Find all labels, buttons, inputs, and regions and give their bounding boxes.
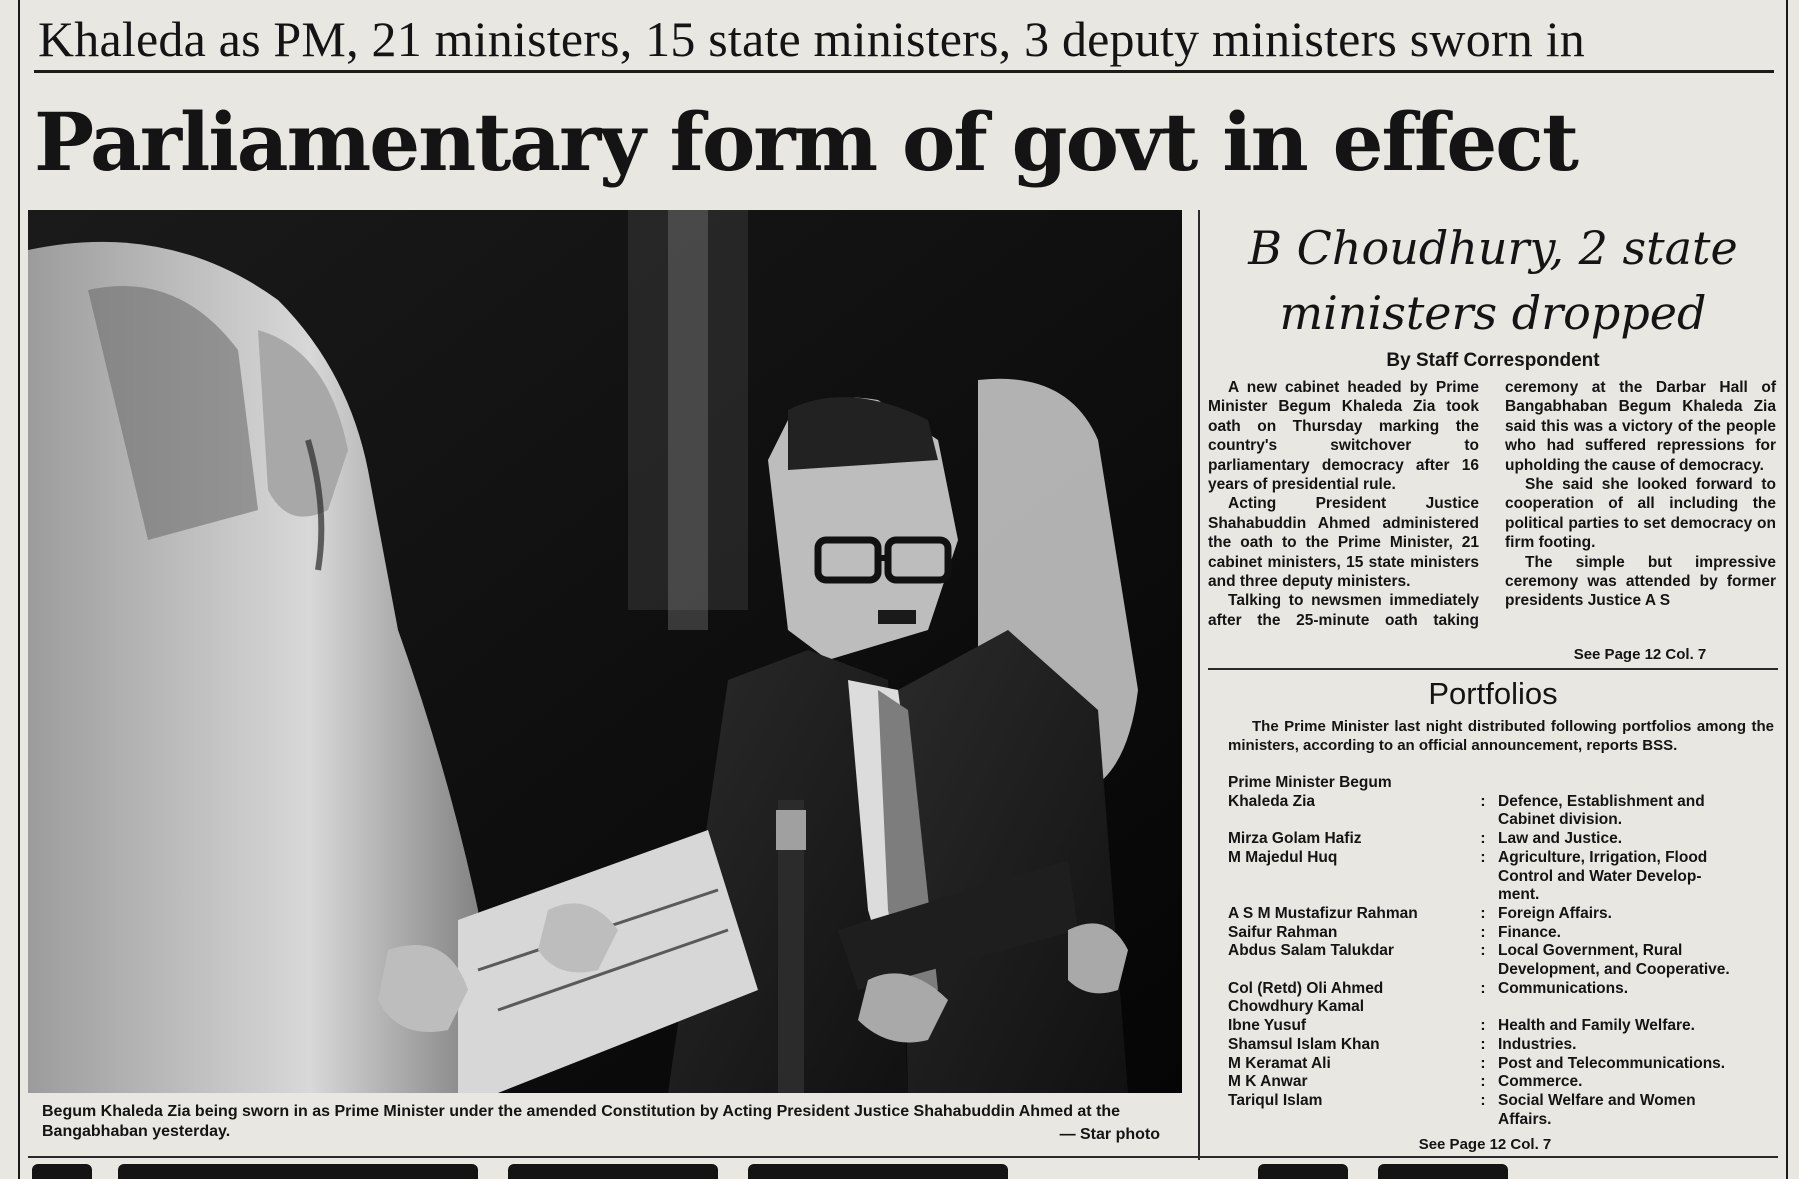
story-jump-line: See Page 12 Col. 7 <box>1573 646 1707 663</box>
kicker-rule <box>34 70 1774 73</box>
story-paragraph: She said she looked forward to cooperation of all including the political parties to set democracy on firm footing. <box>1505 476 1776 552</box>
portfolio-name: Local Government, Rural <box>1498 942 1683 960</box>
portfolio-row <box>1228 905 1778 924</box>
portfolio-row <box>1228 1055 1778 1074</box>
portfolios-title: Portfolios <box>1428 676 1558 711</box>
portfolio-row <box>1228 1092 1778 1111</box>
story-paragraph: Talking to newsmen immediately after the 25-minute oath taking ceremony at the Darbar Hall of Bangabhaban Begum Khaleda Zia said this was a victory of the people who had suffered repressions for upholding the cause of democracy. <box>1208 379 1776 629</box>
portfolio-row <box>1228 1073 1778 1092</box>
portfolio-colon: : <box>1480 792 1486 810</box>
minister-name: Chowdhury Kamal <box>1228 998 1365 1016</box>
minister-name <box>1228 811 1468 830</box>
portfolio-row <box>1228 998 1778 1017</box>
portfolio-row <box>1228 793 1778 812</box>
portfolio-name: Post and Telecommunications. <box>1498 1054 1726 1072</box>
minister-name <box>1228 961 1468 980</box>
minister-name: Ibne Yusuf <box>1228 1017 1307 1035</box>
minister-name: Prime Minister Begum <box>1228 774 1392 791</box>
portfolio-colon: : <box>1480 923 1486 941</box>
cut-off-glyph <box>32 1164 92 1179</box>
portfolio-colon: : <box>1480 830 1486 848</box>
minister-name: Abdus Salam Talukdar <box>1228 942 1394 960</box>
main-headline: Parliamentary form of govt in effect <box>34 95 1577 189</box>
portfolio-row <box>1228 868 1778 887</box>
portfolio-name: Foreign Affairs. <box>1498 904 1612 922</box>
portfolio-row <box>1228 830 1778 849</box>
portfolio-list <box>1228 774 1778 1134</box>
portfolio-name: Communications. <box>1498 979 1629 997</box>
portfolio-colon: : <box>1480 1054 1486 1072</box>
bottom-rule <box>28 1156 1778 1158</box>
sub-story-headline <box>1210 216 1776 346</box>
story-paragraph: Acting President Justice Shahabuddin Ahmed administered the oath to the Prime Minister, 21 cabinet ministers, 15 state ministers and three deputy ministers. <box>1208 495 1479 591</box>
portfolios-rule <box>1208 668 1778 670</box>
portfolio-colon: : <box>1480 1091 1486 1109</box>
swearing-in-photo-illustration <box>28 210 1182 1093</box>
sub-story-body <box>1208 378 1776 660</box>
portfolio-row <box>1228 811 1778 830</box>
minister-name: M Keramat Ali <box>1228 1054 1331 1072</box>
portfolio-colon <box>1468 886 1498 905</box>
portfolio-colon: : <box>1480 979 1486 997</box>
portfolio-name <box>1498 998 1778 1017</box>
portfolio-name: Defence, Establishment and <box>1498 792 1705 810</box>
minister-name: M K Anwar <box>1228 1073 1308 1091</box>
portfolio-name: ment. <box>1498 886 1540 904</box>
minister-name <box>1228 1111 1468 1130</box>
portfolio-colon <box>1468 811 1498 830</box>
minister-name <box>1228 868 1468 887</box>
left-column-rule <box>18 0 20 1179</box>
portfolio-name: Commerce. <box>1498 1073 1583 1091</box>
portfolio-name: Health and Family Welfare. <box>1498 1017 1695 1035</box>
portfolio-name: Finance. <box>1498 923 1561 941</box>
story-paragraph: The simple but impressive ceremony was attended by former presidents Justice A S <box>1505 553 1776 610</box>
minister-name: Saifur Rahman <box>1228 923 1338 941</box>
portfolio-colon: : <box>1480 904 1486 922</box>
sub-headline-line-2: ministers dropped <box>1279 286 1707 340</box>
minister-name: A S M Mustafizur Rahman <box>1228 904 1418 922</box>
minister-name: Khaleda Zia <box>1228 792 1315 810</box>
minister-name <box>1228 886 1468 905</box>
sub-headline-line-1: B Choudhury, 2 state <box>1248 221 1738 275</box>
next-story-headline-fragment <box>28 1160 1778 1179</box>
minister-name: M Majedul Huq <box>1228 848 1338 866</box>
portfolio-colon: : <box>1480 1035 1486 1053</box>
cut-off-glyph <box>118 1164 478 1179</box>
cut-off-glyph <box>1258 1164 1348 1179</box>
portfolio-row <box>1228 980 1778 999</box>
portfolio-row <box>1228 886 1778 905</box>
portfolio-row <box>1228 961 1778 980</box>
portfolio-name: Cabinet division. <box>1498 811 1623 829</box>
portfolio-colon: : <box>1480 848 1486 866</box>
portfolio-row <box>1228 1111 1778 1130</box>
portfolio-name: Industries. <box>1498 1035 1577 1053</box>
portfolio-row <box>1228 924 1778 943</box>
portfolios-intro: The Prime Minister last night distributed following portfolios among the ministers, according to an official announcement, reports BSS. <box>1228 718 1774 754</box>
column-divider <box>1198 210 1200 1160</box>
portfolio-row <box>1228 849 1778 868</box>
portfolio-colon <box>1468 1111 1498 1130</box>
portfolio-colon <box>1468 868 1498 887</box>
portfolio-colon: : <box>1480 1073 1486 1091</box>
portfolio-row <box>1228 1017 1778 1036</box>
portfolio-name: Agriculture, Irrigation, Flood <box>1498 848 1708 866</box>
photo-credit: — Star photo <box>1059 1126 1160 1143</box>
portfolio-name: Development, and Cooperative. <box>1498 961 1730 979</box>
portfolio-colon <box>1468 998 1498 1017</box>
portfolio-name <box>1498 774 1778 793</box>
portfolio-row <box>1228 942 1778 961</box>
portfolio-row <box>1228 1036 1778 1055</box>
portfolio-colon: : <box>1480 1017 1486 1035</box>
byline: By Staff Correspondent <box>1386 350 1600 371</box>
cut-off-glyph <box>508 1164 718 1179</box>
cut-off-glyph <box>1378 1164 1508 1179</box>
photo-caption: Begum Khaleda Zia being sworn in as Prime Minister under the amended Constitution by Acting President Justice Shahabuddin Ahmed at the Bangabhaban yesterday. <box>42 1103 1121 1140</box>
portfolio-name: Control and Water Develop- <box>1498 867 1702 885</box>
news-photo <box>28 210 1182 1093</box>
portfolio-colon <box>1468 961 1498 980</box>
kicker-headline: Khaleda as PM, 21 ministers, 15 state ministers, 3 deputy ministers sworn in <box>38 11 1585 67</box>
portfolios-jump-line: See Page 12 Col. 7 <box>1418 1136 1552 1153</box>
portfolio-colon: : <box>1480 942 1486 960</box>
minister-name: Tariqul Islam <box>1228 1091 1323 1109</box>
minister-name: Mirza Golam Hafiz <box>1228 830 1362 848</box>
portfolio-name: Social Welfare and Women <box>1498 1091 1696 1109</box>
cut-off-glyph <box>748 1164 1008 1179</box>
minister-name: Col (Retd) Oli Ahmed <box>1228 979 1384 997</box>
portfolio-name: Law and Justice. <box>1498 830 1623 848</box>
story-paragraph: A new cabinet headed by Prime Minister Begum Khaleda Zia took oath on Thursday marking the country's switchover to parliamentary democracy after 16 years of presidential rule. <box>1208 379 1479 494</box>
portfolio-name: Affairs. <box>1498 1110 1552 1128</box>
right-column-rule <box>1786 0 1788 1179</box>
portfolio-colon <box>1468 774 1498 793</box>
minister-name: Shamsul Islam Khan <box>1228 1035 1380 1053</box>
portfolio-row <box>1228 774 1778 793</box>
